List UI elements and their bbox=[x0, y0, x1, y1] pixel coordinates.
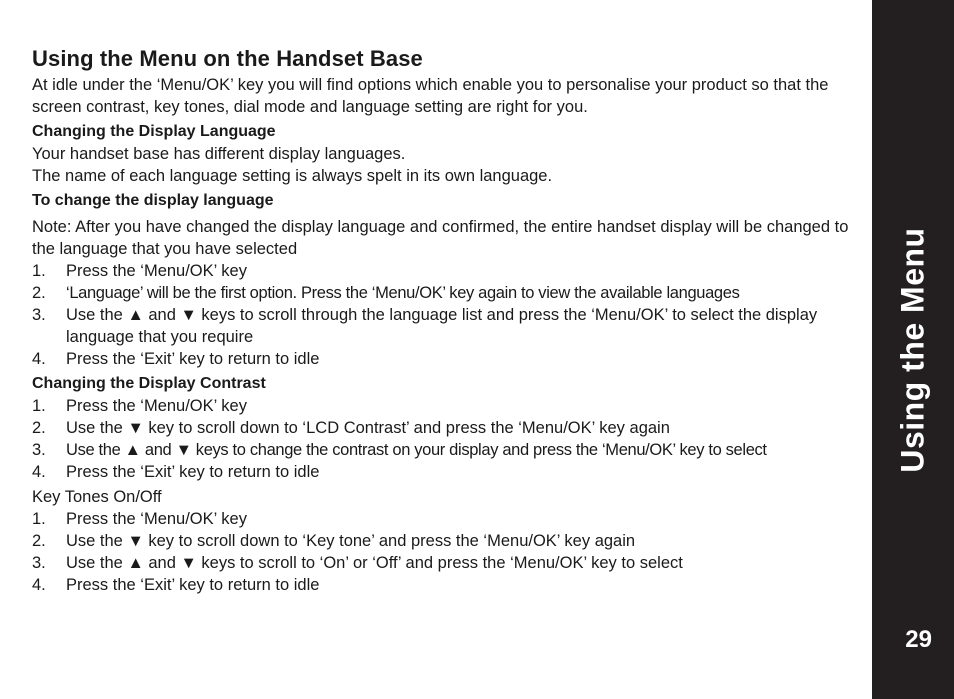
step-number: 4. bbox=[32, 463, 46, 481]
list-item bbox=[32, 508, 862, 530]
step-text: Press the ‘Exit’ key to return to idle bbox=[66, 576, 320, 594]
intro-paragraph: At idle under the ‘Menu/OK’ key you will find options which enable you to personalise your product so that the screen contrast, key tones, dial mode and language setting are right for you. bbox=[32, 76, 829, 116]
list-item bbox=[32, 552, 862, 574]
list-item bbox=[32, 282, 862, 304]
step-text: Press the ‘Exit’ key to return to idle bbox=[66, 463, 320, 481]
page-content bbox=[32, 46, 862, 596]
step-number: 1. bbox=[32, 262, 46, 280]
language-section-title: Changing the Display Language bbox=[32, 123, 276, 140]
step-number: 2. bbox=[32, 284, 46, 302]
step-number: 3. bbox=[32, 441, 46, 459]
language-note: Note: After you have changed the display language and confirmed, the entire handset display will be changed to the language that you have selected bbox=[32, 218, 849, 258]
language-line-2: The name of each language setting is always spelt in its own language. bbox=[32, 167, 553, 185]
keytones-steps bbox=[32, 508, 862, 596]
chapter-title: Using the Menu bbox=[894, 227, 931, 473]
keytones-section-title: Key Tones On/Off bbox=[32, 488, 162, 506]
step-text: Use the ▼ key to scroll down to ‘Key tone’ and press the ‘Menu/OK’ key again bbox=[66, 532, 636, 550]
language-line-1: Your handset base has different display languages. bbox=[32, 145, 406, 163]
step-number: 1. bbox=[32, 510, 46, 528]
step-text: Press the ‘Menu/OK’ key bbox=[66, 510, 247, 528]
list-item bbox=[32, 417, 862, 439]
contrast-section-title: Changing the Display Contrast bbox=[32, 375, 266, 392]
step-text: Press the ‘Menu/OK’ key bbox=[66, 262, 247, 280]
step-text: Use the ▲ and ▼ keys to scroll to ‘On’ or ‘Off’ and press the ‘Menu/OK’ key to select bbox=[66, 554, 683, 572]
step-text: Press the ‘Exit’ key to return to idle bbox=[66, 350, 320, 368]
step-number: 2. bbox=[32, 419, 46, 437]
step-number: 2. bbox=[32, 532, 46, 550]
list-item bbox=[32, 461, 862, 483]
list-item bbox=[32, 574, 862, 596]
chapter-sidebar bbox=[872, 0, 954, 699]
step-number: 4. bbox=[32, 576, 46, 594]
language-how-title: To change the display language bbox=[32, 192, 274, 209]
list-item bbox=[32, 439, 862, 461]
language-steps bbox=[32, 260, 862, 370]
list-item bbox=[32, 530, 862, 552]
step-text: Press the ‘Menu/OK’ key bbox=[66, 397, 247, 415]
contrast-steps bbox=[32, 395, 862, 483]
page-title: Using the Menu on the Handset Base bbox=[32, 46, 423, 71]
list-item bbox=[32, 348, 862, 370]
step-text: Use the ▲ and ▼ keys to scroll through the language list and press the ‘Menu/OK’ to select the display language that you require bbox=[66, 306, 818, 346]
step-text: Use the ▼ key to scroll down to ‘LCD Contrast’ and press the ‘Menu/OK’ key again bbox=[66, 419, 670, 437]
list-item bbox=[32, 304, 862, 348]
step-number: 3. bbox=[32, 306, 46, 324]
list-item bbox=[32, 395, 862, 417]
step-text: Use the ▲ and ▼ keys to change the contrast on your display and press the ‘Menu/OK’ key to select bbox=[66, 441, 767, 459]
step-number: 3. bbox=[32, 554, 46, 572]
step-text: ‘Language’ will be the first option. Press the ‘Menu/OK’ key again to view the available languages bbox=[66, 284, 740, 302]
page-number: 29 bbox=[905, 626, 932, 653]
step-number: 1. bbox=[32, 397, 46, 415]
list-item bbox=[32, 260, 862, 282]
step-number: 4. bbox=[32, 350, 46, 368]
